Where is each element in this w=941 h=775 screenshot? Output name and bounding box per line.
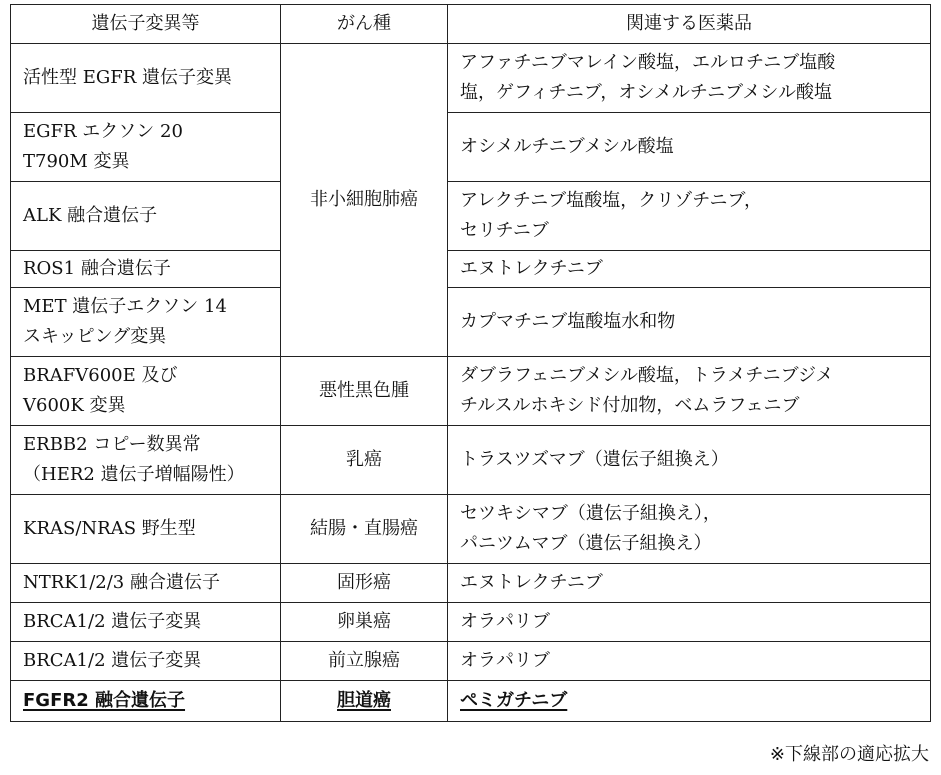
gene-cell [11, 681, 281, 722]
gene-cell [11, 113, 281, 182]
drug-cell [448, 426, 931, 495]
drug-cell [448, 251, 931, 288]
cancer-text: 結腸・直腸癌 [310, 518, 418, 539]
drug-text: ダブラフェニブメシル酸塩，トラメチニブジメ [460, 365, 834, 386]
footnote: ※下線部の適応拡大 [769, 744, 929, 765]
gene-cell [11, 426, 281, 495]
cancer-cell [281, 564, 448, 603]
gene-drug-table [10, 4, 931, 722]
drug-cell [448, 357, 931, 426]
cancer-text: 前立腺癌 [328, 650, 400, 671]
drug-text: アレクチニブ塩酸塩，クリゾチニブ， [460, 190, 763, 211]
drug-text: チルスルホキシド付加物，ベムラフェニブ [460, 395, 800, 416]
table-row [11, 564, 931, 603]
cancer-text: 固形癌 [337, 572, 391, 593]
table-row [11, 44, 931, 113]
drug-cell [448, 44, 931, 113]
gene-cell [11, 251, 281, 288]
table-row [11, 182, 931, 251]
table-row [11, 357, 931, 426]
header-gene: 遺伝子変異等 [11, 5, 281, 44]
table-row [11, 288, 931, 357]
gene-text: BRCA1/2 遺伝子変異 [23, 611, 202, 632]
drug-text: エヌトレクチニブ [460, 258, 603, 279]
gene-text: ERBB2 コピー数異常 [23, 434, 201, 455]
gene-cell [11, 603, 281, 642]
drug-cell [448, 603, 931, 642]
gene-cell [11, 182, 281, 251]
cancer-text: 非小細胞肺癌 [310, 189, 418, 210]
header-cancer-type: がん種 [281, 5, 448, 44]
gene-cell [11, 564, 281, 603]
table-header-row [11, 5, 931, 44]
table-row [11, 426, 931, 495]
drug-text-underlined: ペミガチニブ [460, 690, 568, 711]
cancer-cell [281, 681, 448, 722]
cancer-cell [281, 495, 448, 564]
table-row [11, 251, 931, 288]
gene-text: T790M 変異 [23, 151, 130, 172]
drug-text: オラパリブ [460, 611, 550, 632]
gene-text: ROS1 融合遺伝子 [23, 258, 171, 279]
table-row [11, 603, 931, 642]
drug-cell [448, 495, 931, 564]
gene-cell [11, 44, 281, 113]
drug-text: アファチニブマレイン酸塩，エルロチニブ塩酸 [460, 52, 836, 73]
drug-cell [448, 288, 931, 357]
header-drugs: 関連する医薬品 [448, 5, 931, 44]
gene-text: V600K 変異 [23, 395, 126, 416]
gene-cell [11, 357, 281, 426]
gene-cell [11, 495, 281, 564]
cancer-text: 乳癌 [346, 449, 382, 470]
gene-text: BRCA1/2 遺伝子変異 [23, 650, 202, 671]
drug-text: エヌトレクチニブ [460, 572, 603, 593]
drug-text: オシメルチニブメシル酸塩 [460, 136, 674, 157]
table-row [11, 642, 931, 681]
gene-text: （HER2 遺伝子増幅陽性） [23, 464, 245, 485]
drug-text: パニツムマブ（遺伝子組換え） [460, 533, 712, 554]
drug-text: セツキシマブ（遺伝子組換え）， [460, 503, 721, 524]
gene-text: KRAS/NRAS 野生型 [23, 518, 196, 539]
gene-text: 活性型 EGFR 遺伝子変異 [23, 67, 233, 88]
drug-cell [448, 681, 931, 722]
gene-text: BRAFV600E 及び [23, 365, 178, 386]
drug-text: セリチニブ [460, 220, 549, 241]
cancer-text-underlined: 胆道癌 [337, 690, 391, 711]
gene-text-underlined: FGFR2 融合遺伝子 [23, 690, 186, 711]
cancer-cell [281, 426, 448, 495]
drug-text: 塩，ゲフィチニブ，オシメルチニブメシル酸塩 [460, 82, 832, 103]
cancer-text: 卵巣癌 [337, 611, 391, 632]
drug-cell [448, 564, 931, 603]
gene-text: スキッピング変異 [23, 326, 167, 347]
drug-cell [448, 113, 931, 182]
cancer-cell [281, 642, 448, 681]
table-row [11, 495, 931, 564]
cancer-cell [281, 603, 448, 642]
gene-text: NTRK1/2/3 融合遺伝子 [23, 572, 220, 593]
drug-cell [448, 182, 931, 251]
cancer-cell [281, 357, 448, 426]
gene-text: MET 遺伝子エクソン 14 [23, 296, 227, 317]
table-row [11, 113, 931, 182]
cancer-cell-merged [281, 44, 448, 357]
drug-text: トラスツズマブ（遺伝子組換え） [460, 449, 729, 470]
gene-text: EGFR エクソン 20 [23, 121, 183, 142]
table-row-new-indication [11, 681, 931, 722]
gene-text: ALK 融合遺伝子 [23, 205, 158, 226]
gene-cell [11, 642, 281, 681]
drug-cell [448, 642, 931, 681]
cancer-text: 悪性黒色腫 [319, 380, 409, 401]
drug-text: カプマチニブ塩酸塩水和物 [460, 311, 676, 332]
gene-cell [11, 288, 281, 357]
drug-text: オラパリブ [460, 650, 550, 671]
